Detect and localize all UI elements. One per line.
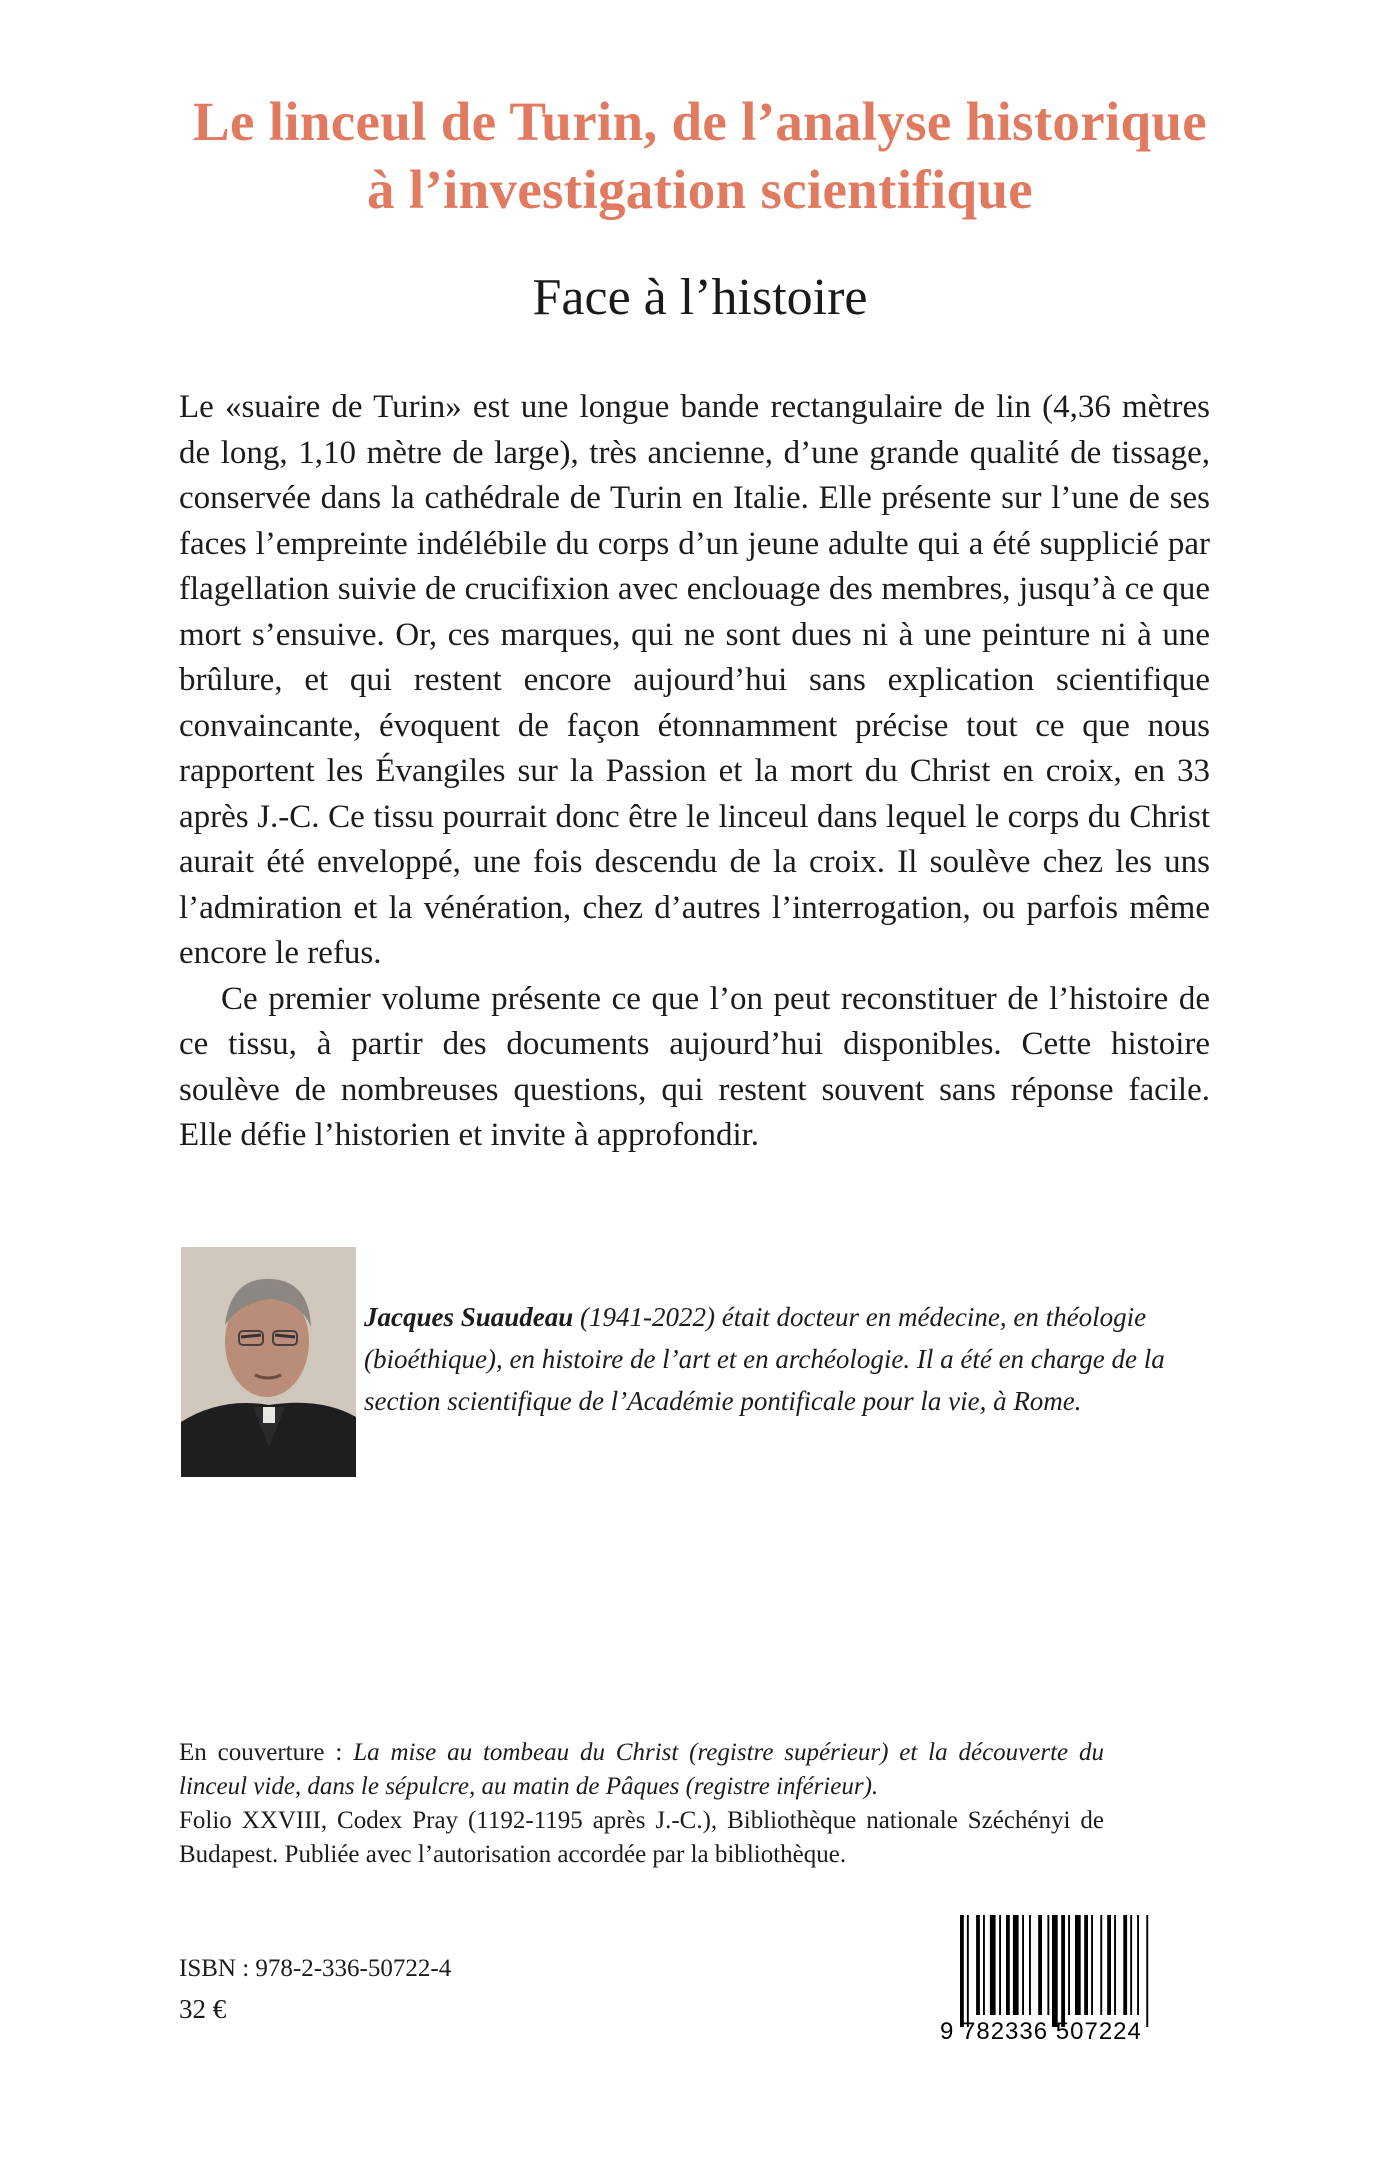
barcode-bar [967,1915,969,2027]
barcode-bar [1006,1915,1010,2015]
title-line-2: à l’investigation scientifique [367,159,1033,220]
credits-caption: La mise au tombeau du Christ (registre supérieur) et la découverte du linceul vide, dans le sépulcre, au matin de Pâques (registre inférieur). [179,1739,1105,1800]
title-line-1: Le linceul de Turin, de l’analyse historique [192,91,1208,152]
barcode-bar [1047,1915,1049,2015]
barcode-bar [1029,1915,1031,2015]
blurb [179,385,1210,1159]
price: 32 € [179,1994,227,2024]
barcode-bar [990,1915,996,2015]
author-bio-text: (1941-2022) était docteur en médecine, en théologie (bioéthique), en histoire de l’art et en archéologie. Il a été en charge de la section scientifique de l’Académie pontificale pour la vie, à Rome. [364,1302,1165,1416]
cover-credits [179,1736,1104,1872]
barcode-bar [1100,1915,1102,2015]
barcode-bar [960,1915,964,2027]
credits-prefix: En couverture : [179,1739,354,1766]
blurb-paragraph-2: Ce premier volume présente ce que l’on peut reconstituer de l’histoire de ce tissu, à partir des documents aujourd’hui disponibles. Cette histoire soulève de nombreuses questions, qui restent souvent sans réponse facile. Elle défie l’historien et invite à approfondir. [179,980,1210,1153]
barcode-bar [1061,1915,1065,2027]
barcode-bar [1130,1915,1132,2015]
author-bio [364,1296,1214,1422]
blurb-paragraph-1: Le «suaire de Turin» est une longue bande rectangulaire de lin (4,36 mètres de long, 1,10 mètre de large), très ancienne, d’une grande qualité de tissage, conservée dans la cathédrale de Turin en Italie. Elle présente sur l’une de ses faces l’empreinte indélébile du corps d’un jeune adulte qui a été supplicié par flagellation suivie de crucifixion avec enclouage des membres, jusqu’à ce que mort s’ensuive. Or, ces marques, qui ne sont dues ni à une peinture ni à une brûlure, et qui restent encore aujourd’hui sans explication scientifique convaincante, évoquent de façon étonnamment précise tout ce que nous rapportent les Évangiles sur la Passion et la mort du Christ en croix, en 33 après J.-C. Ce tissu pourrait donc être le linceul dans lequel le corps du Christ aurait été enveloppé, une fois descendu de la croix. Il soulève chez les uns l’admiration et la vénération, chez d’autres l’interrogation, ou parfois même encore le refus. [179,389,1210,971]
barcode-bar [1013,1915,1019,2015]
subtitle: Face à l’histoire [532,269,868,326]
book-title [60,88,1340,224]
barcode-bar [1084,1915,1088,2015]
barcode-bar [999,1915,1001,2015]
isbn: ISBN : 978-2-336-50722-4 [179,1955,452,1982]
barcode-bar [1075,1915,1081,2015]
barcode-bar [1038,1915,1042,2015]
author-name: Jacques Suaudeau [364,1302,574,1332]
credits-source: Folio XXVIII, Codex Pray (1192-1195 après J.-C.), Bibliothèque nationale Széchényi de Budapest. Publiée avec l’autorisation accordée par la bibliothèque. [179,1807,1104,1868]
barcode-bar [1022,1915,1024,2015]
barcode-bar [1123,1915,1127,2015]
barcode-bar [983,1915,985,2015]
barcode-bar [976,1915,980,2015]
barcode-bar [1052,1915,1058,2027]
barcode-bar [1146,1915,1148,2027]
barcode-bar [1137,1915,1139,2015]
author-photo [181,1247,356,1477]
barcode-bar [1068,1915,1070,2015]
barcode-bar [1107,1915,1111,2015]
barcode-bar [1114,1915,1116,2015]
barcode-number: 9 782336 507224 [940,2018,1142,2045]
barcode-bar [1091,1915,1093,2015]
